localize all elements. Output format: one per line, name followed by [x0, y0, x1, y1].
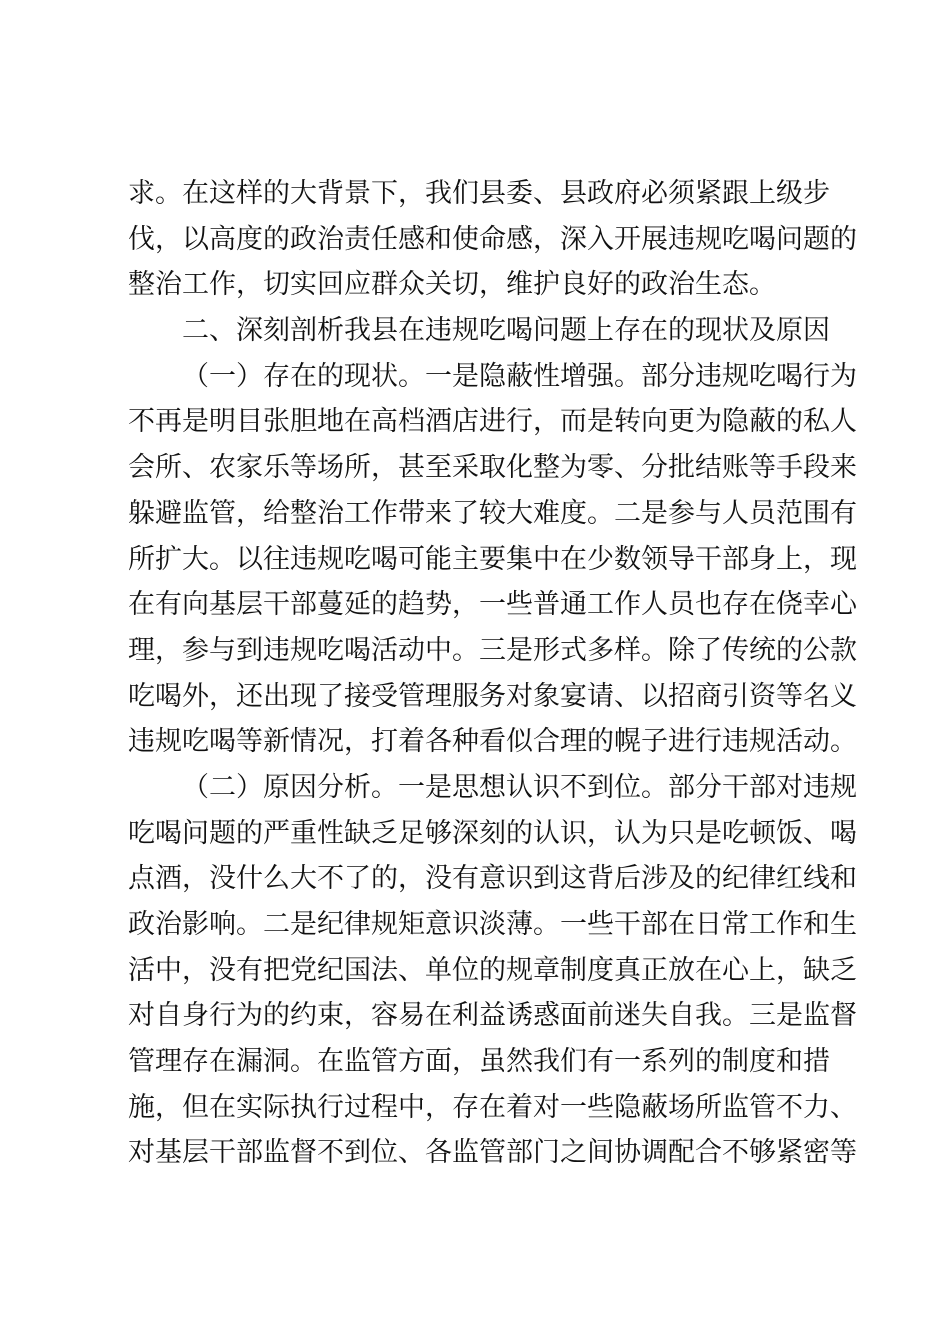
text-line: 吃喝问题的严重性缺乏足够深刻的认识，认为只是吃顿饭、喝 — [128, 817, 857, 849]
text-line: 违规吃喝等新情况，打着各种看似合理的幌子进行违规活动。 — [128, 726, 857, 758]
text-line: 躲避监管，给整治工作带来了较大难度。二是参与人员范围有 — [128, 497, 857, 529]
text-line: 施，但在实际执行过程中，存在着对一些隐蔽场所监管不力、 — [128, 1091, 857, 1123]
text-line: 求。在这样的大背景下，我们县委、县政府必须紧跟上级步 — [128, 178, 830, 209]
text-line: 活中，没有把党纪国法、单位的规章制度真正放在心上，缺乏 — [128, 954, 857, 986]
text-line: 会所、农家乐等场所，甚至采取化整为零、分批结账等手段来 — [128, 452, 857, 484]
text-line: 所扩大。以往违规吃喝可能主要集中在少数领导干部身上，现 — [128, 543, 857, 575]
text-line: 政治影响。二是纪律规矩意识淡薄。一些干部在日常工作和生 — [128, 909, 857, 940]
paragraph-start-line: （二）原因分析。一是思想认识不到位。部分干部对违规 — [182, 771, 857, 803]
text-line: 吃喝外，还出现了接受管理服务对象宴请、以招商引资等名义 — [128, 680, 857, 712]
text-line: 理，参与到违规吃喝活动中。三是形式多样。除了传统的公款 — [128, 634, 857, 666]
text-line: 整治工作，切实回应群众关切，维护良好的政治生态。 — [128, 269, 776, 301]
text-line: 对自身行为的约束，容易在利益诱惑面前迷失自我。三是监督 — [128, 1000, 857, 1032]
text-line: 不再是明目张胆地在高档酒店进行，而是转向更为隐蔽的私人 — [128, 406, 857, 438]
section-heading: 二、深刻剖析我县在违规吃喝问题上存在的现状及原因 — [182, 315, 830, 347]
text-line: 对基层干部监督不到位、各监管部门之间协调配合不够紧密等 — [128, 1137, 857, 1169]
text-line: 管理存在漏洞。在监管方面，虽然我们有一系列的制度和措 — [128, 1046, 830, 1078]
text-line: 点酒，没什么大不了的，没有意识到这背后涉及的纪律红线和 — [128, 863, 857, 895]
paragraph-start-line: （一）存在的现状。一是隐蔽性增强。部分违规吃喝行为 — [182, 360, 857, 392]
text-line: 伐，以高度的政治责任感和使命感，深入开展违规吃喝问题的 — [128, 223, 857, 255]
text-line: 在有向基层干部蔓延的趋势，一些普通工作人员也存在侥幸心 — [128, 589, 857, 621]
document-body — [128, 171, 857, 1176]
